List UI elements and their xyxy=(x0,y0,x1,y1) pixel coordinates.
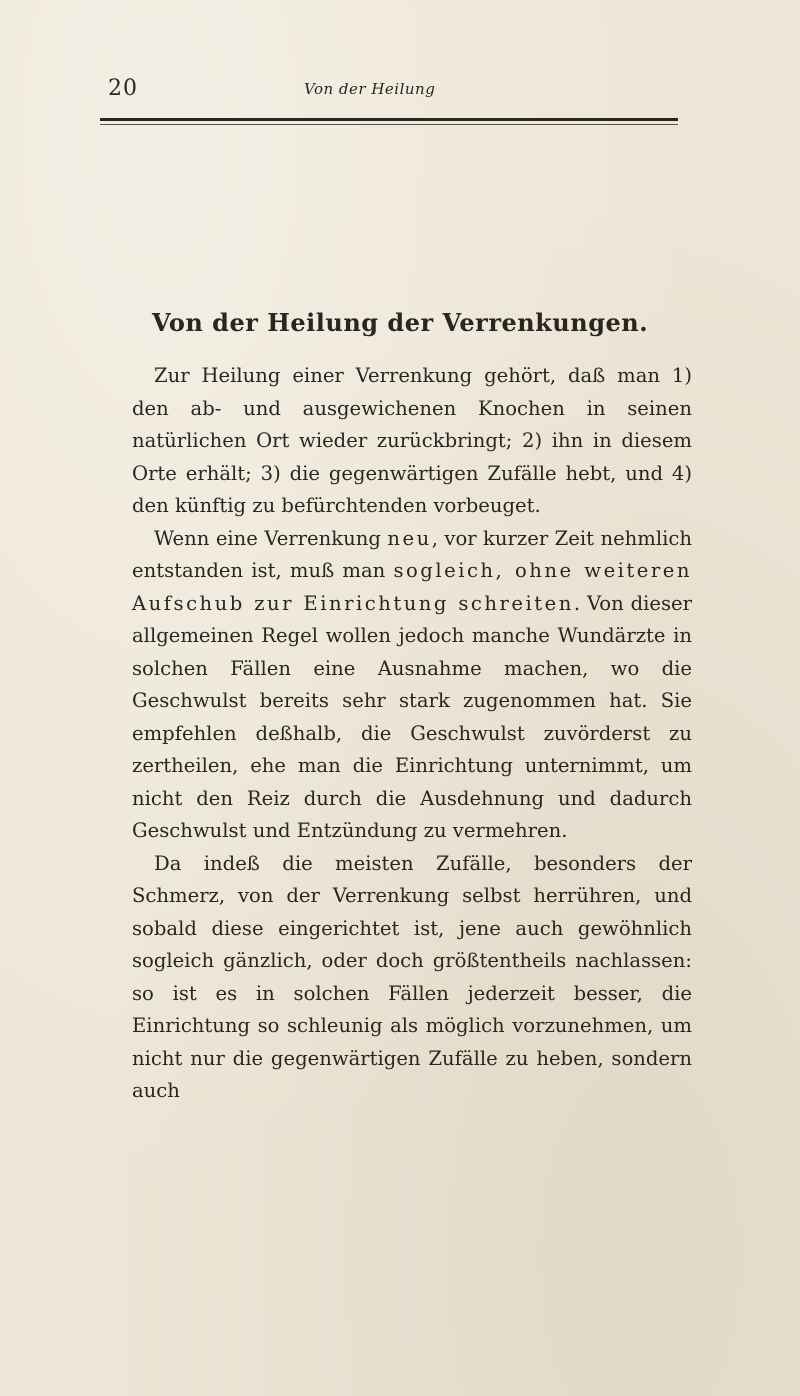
paragraph-text: . Von dieser allgemeinen Regel wollen jedoch manche Wundärzte in solchen Fällen eine Ausnahme machen, wo die Geschwulst bereits sehr stark zugenommen hat. Sie empfehlen deßhalb, die Geschwulst zuvörderst zu zertheilen, ehe man die Einrichtung unternimmt, um nicht den Reiz durch die Ausdehnung und dadurch Geschwulst und Entzündung zu vermehren. xyxy=(132,591,693,842)
running-head: Von der Heilung xyxy=(304,80,436,98)
paragraph-text: , vor kurzer Zeit nehmlich entstanden ist, muß man xyxy=(132,526,692,582)
emphasis-text: sogleich, ohne weiteren Aufschub zur Einrichtung schreiten xyxy=(132,559,692,615)
header-rule-thick xyxy=(100,118,678,121)
paragraph-text: Zur Heilung einer Verrenkung gehört, daß man 1) den ab- und ausgewichenen Knochen in seinen natürlichen Ort wieder zurückbringt; 2) ihn in diesem Orte erhält; 3) die gegenwärtigen Zufälle hebt, und 4) den künftig zu befürchtenden vorbeuget. xyxy=(132,364,692,517)
paragraph-2 xyxy=(132,523,692,848)
header-rule-thin xyxy=(100,124,678,125)
paragraph-text: Da indeß die meisten Zufälle, besonders der Schmerz, von der Verrenkung selbst herrühren, und sobald diese eingerichtet ist, jene auch gewöhnlich sogleich gänzlich, oder doch größtentheils nachlassen: so ist es in solchen Fällen jederzeit besser, die Einrichtung so schleunig als möglich vorzunehmen, um nicht nur die gegenwärtigen Zufälle zu heben, sondern auch xyxy=(132,851,692,1102)
paragraph-3 xyxy=(132,848,692,1108)
body-text xyxy=(132,360,692,1108)
page-header xyxy=(108,76,676,106)
emphasis-text: neu xyxy=(387,526,432,550)
section-title: Von der Heilung der Verrenkungen. xyxy=(151,308,649,337)
paragraph-text: Wenn eine Verrenkung xyxy=(154,526,388,550)
page-number: 20 xyxy=(108,76,138,101)
paragraph-1 xyxy=(132,360,692,523)
